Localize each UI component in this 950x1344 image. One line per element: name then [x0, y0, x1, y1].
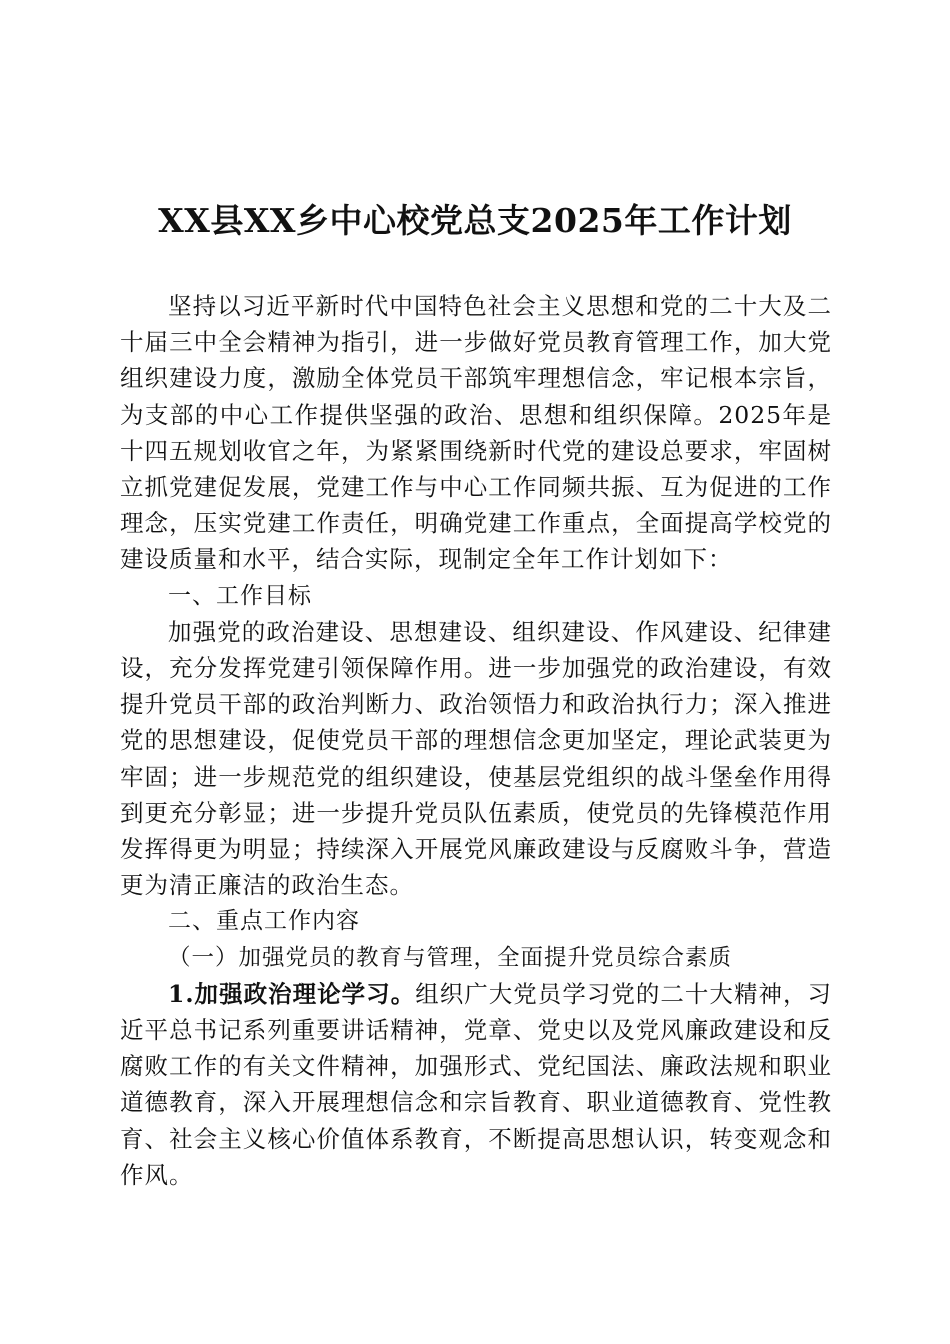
section-heading-goals: 一、工作目标: [168, 582, 312, 609]
goals-paragraph: 加强党的政治建设、思想建设、组织建设、作风建设、纪律建设，充分发挥党建引领保障作用。进一步加强党的政治建设，有效提升党员干部的政治判断力、政治领悟力和政治执行力；深入推进党的思想建设，促使党员干部的理想信念更加坚定，理论武装更为牢固；进一步规范党的组织建设，使基层党组织的战斗堡垒作用得到更充分彰显；进一步提升党员队伍素质，使党员的先锋模范作用发挥得更为明显；持续深入开展党风廉政建设与反腐败斗争，营造更为清正廉洁的政治生态。: [120, 617, 832, 900]
document-title: XX县XX乡中心校党总支2025年工作计划: [158, 201, 792, 240]
document-body: [120, 288, 832, 1193]
item-lead-political-study: 1.加强政治理论学习。: [168, 979, 416, 1008]
item-body-political-study: 组织广大党员学习党的二十大精神，习近平总书记系列重要讲话精神，党章、党史以及党风廉政建设和反腐败工作的有关文件精神，加强形式、党纪国法、廉政法规和职业道德教育，深入开展理想信念和宗旨教育、职业道德教育、党性教育、社会主义核心价值体系教育，不断提高思想认识，转变观念和作风。: [120, 979, 832, 1189]
section-heading-key-work: 二、重点工作内容: [168, 908, 360, 935]
intro-paragraph: 坚持以习近平新时代中国特色社会主义思想和党的二十大及二十届三中全会精神为指引，进一步做好党员教育管理工作，加大党组织建设力度，激励全体党员干部筑牢理想信念，牢记根本宗旨，为支部的中心工作提供坚强的政治、思想和组织保障。2025年是十四五规划收官之年，为紧紧围绕新时代党的建设总要求，牢固树立抓党建促发展，党建工作与中心工作同频共振、互为促进的工作理念，压实党建工作责任，明确党建工作重点，全面提高学校党的建设质量和水平，结合实际，现制定全年工作计划如下：: [120, 292, 832, 574]
item-paragraph-political-study: [120, 976, 832, 1193]
subsection-heading-education: （一）加强党员的教育与管理，全面提升党员综合素质: [168, 944, 733, 971]
